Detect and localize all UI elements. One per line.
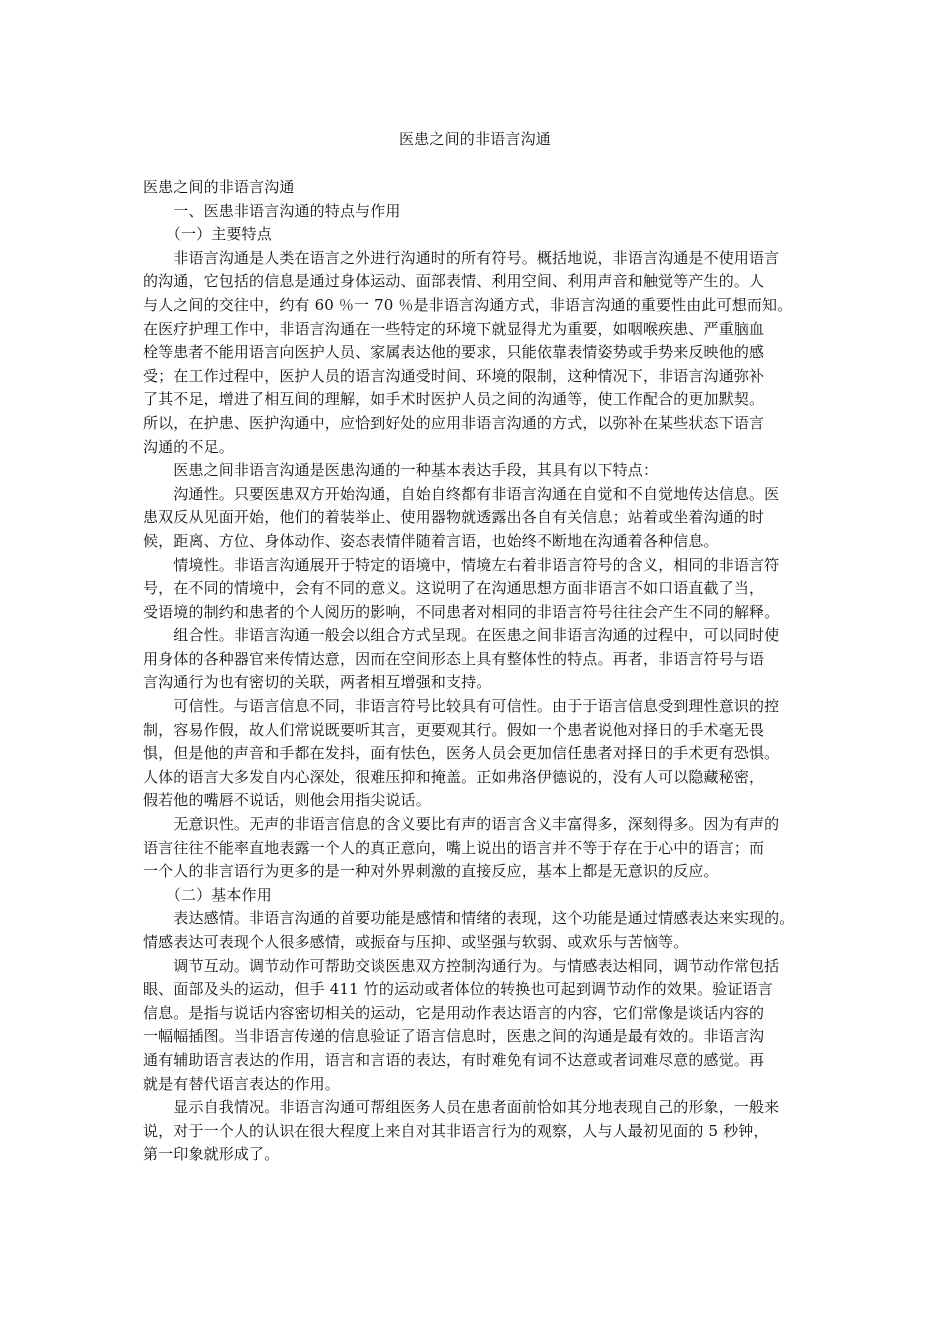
text-line: 表达感情。非语言沟通的首要功能是感情和情绪的表现，这个功能是通过情感表达来实现的。 — [143, 909, 795, 928]
text-line: 所以，在护患、医护沟通中，应恰到好处的应用非语言沟通的方式，以弥补在某些状态下语言 — [143, 413, 765, 432]
text-line: 受；在工作过程中，医护人员的语言沟通受时间、环境的限制，这种情况下，非语言沟通弥补 — [143, 366, 765, 385]
text-line: 人体的语言大多发自内心深处，很难压抑和掩盖。正如弗洛伊德说的，没有人可以隐藏秘密， — [143, 767, 765, 786]
text-line: 患双反从见面开始，他们的着装举止、使用器物就透露出各自有关信息；站着或坐着沟通的时 — [143, 508, 765, 527]
text-line: 通有辅助语言表达的作用，语言和言语的表达，有时难免有词不达意或者词难尽意的感觉。再 — [143, 1050, 765, 1069]
text-line: 沟通性。只要医患双方开始沟通，自始自终都有非语言沟通在自觉和不自觉地传达信息。医 — [143, 484, 780, 503]
document-body — [143, 176, 811, 1167]
text-line: 可信性。与语言信息不同，非语言符号比较具有可信性。由于于语言信息受到理性意识的控 — [143, 697, 780, 716]
text-line: 调节互动。调节动作可帮助交谈医患双方控制沟通行为。与情感表达相同，调节动作常包括 — [143, 956, 780, 975]
text-line: （一）主要特点 — [143, 225, 272, 244]
text-line: 惧，但是他的声音和手都在发抖，面有怯色，医务人员会更加信任患者对择日的手术更有恐惧。 — [143, 744, 780, 763]
text-line: 用身体的各种器官来传情达意，因而在空间形态上具有整体性的特点。再者，非语言符号与语 — [143, 649, 765, 668]
text-line: 显示自我情况。非语言沟通可帮组医务人员在患者面前恰如其分地表现自己的形象，一般来 — [143, 1098, 780, 1117]
text-line: 言沟通行为也有密切的关联，两者相互增强和支持。 — [143, 673, 492, 692]
text-line: 号，在不同的情境中，会有不同的意义。这说明了在沟通思想方面非语言不如口语直截了当， — [143, 579, 765, 598]
text-line: 了其不足，增进了相互间的理解，如手术时医护人员之间的沟通等，使工作配合的更加默契。 — [143, 390, 765, 409]
text-line: 假若他的嘴唇不说话，则他会用指尖说话。 — [143, 791, 431, 810]
text-line: 医患之间的非语言沟通 — [143, 178, 295, 196]
text-line: 一幅幅插图。当非语言传递的信息验证了语言信息时，医患之间的沟通是最有效的。非语言沟 — [143, 1027, 765, 1046]
text-line: 说，对于一个人的认识在很大程度上来自对其非语言行为的观察，人与人最初见面的 5 秒钟， — [143, 1121, 769, 1140]
text-line: 制，容易作假，故人们常说既要听其言，更要观其行。假如一个患者说他对择日的手术毫无畏 — [143, 720, 765, 739]
text-line: 情境性。非语言沟通展开于特定的语境中，情境左右着非语言符号的含义，相同的非语言符 — [143, 555, 780, 574]
document-title: 医患之间的非语言沟通 — [398, 130, 551, 148]
text-line: 一、医患非语言沟通的特点与作用 — [143, 201, 401, 220]
text-line: 语言往往不能率直地表露一个人的真正意向，嘴上说出的语言并不等于存在于心中的语言；而 — [143, 838, 765, 857]
text-line: 无意识性。无声的非语言信息的含义要比有声的语言含义丰富得多，深刻得多。因为有声的 — [143, 815, 780, 834]
text-line: （二）基本作用 — [143, 885, 272, 904]
text-line: 受语境的制约和患者的个人阅历的影响，不同患者对相同的非语言符号往往会产生不同的解释。 — [143, 602, 780, 621]
text-line: 栓等患者不能用语言向医护人员、家属表达他的要求，只能依靠表情姿势或手势来反映他的感 — [143, 343, 765, 362]
text-line: 就是有替代语言表达的作用。 — [143, 1074, 340, 1093]
text-line: 与人之间的交往中，约有 60 ％一 70 ％是非语言沟通方式，非语言沟通的重要性由此可想而知。 — [143, 295, 793, 314]
text-line: 沟通的不足。 — [143, 437, 234, 456]
text-line: 医患之间非语言沟通是医患沟通的一种基本表达手段，其具有以下特点： — [143, 461, 659, 480]
text-line: 一个人的非言语行为更多的是一种对外界刺激的直接反应，基本上都是无意识的反应。 — [143, 862, 719, 881]
text-line: 组合性。非语言沟通一般会以组合方式呈现。在医患之间非语言沟通的过程中，可以同时使 — [143, 626, 780, 645]
text-line: 眼、面部及头的运动，但手 411 竹的运动或者体位的转换也可起到调节动作的效果。验证语言 — [143, 980, 773, 999]
text-line: 在医疗护理工作中，非语言沟通在一些特定的环境下就显得尤为重要，如咽喉疾患、严重脑血 — [143, 319, 765, 338]
text-line: 情感表达可表现个人很多感情，或振奋与压抑、或坚强与软弱、或欢乐与苦恼等。 — [143, 933, 689, 951]
text-line: 信息。是指与说话内容密切相关的运动，它是用动作表达语言的内容，它们常像是谈话内容的 — [143, 1003, 765, 1022]
text-line: 的沟通，它包括的信息是通过身体运动、面部表情、利用空间、利用声音和触觉等产生的。人 — [143, 272, 765, 291]
text-line: 非语言沟通是人类在语言之外进行沟通时的所有符号。概括地说，非语言沟通是不使用语言 — [143, 248, 780, 267]
text-line: 第一印象就形成了。 — [143, 1145, 280, 1164]
text-line: 候，距离、方位、身体动作、姿态表情伴随着言语，也始终不断地在沟通着各种信息。 — [143, 531, 719, 550]
